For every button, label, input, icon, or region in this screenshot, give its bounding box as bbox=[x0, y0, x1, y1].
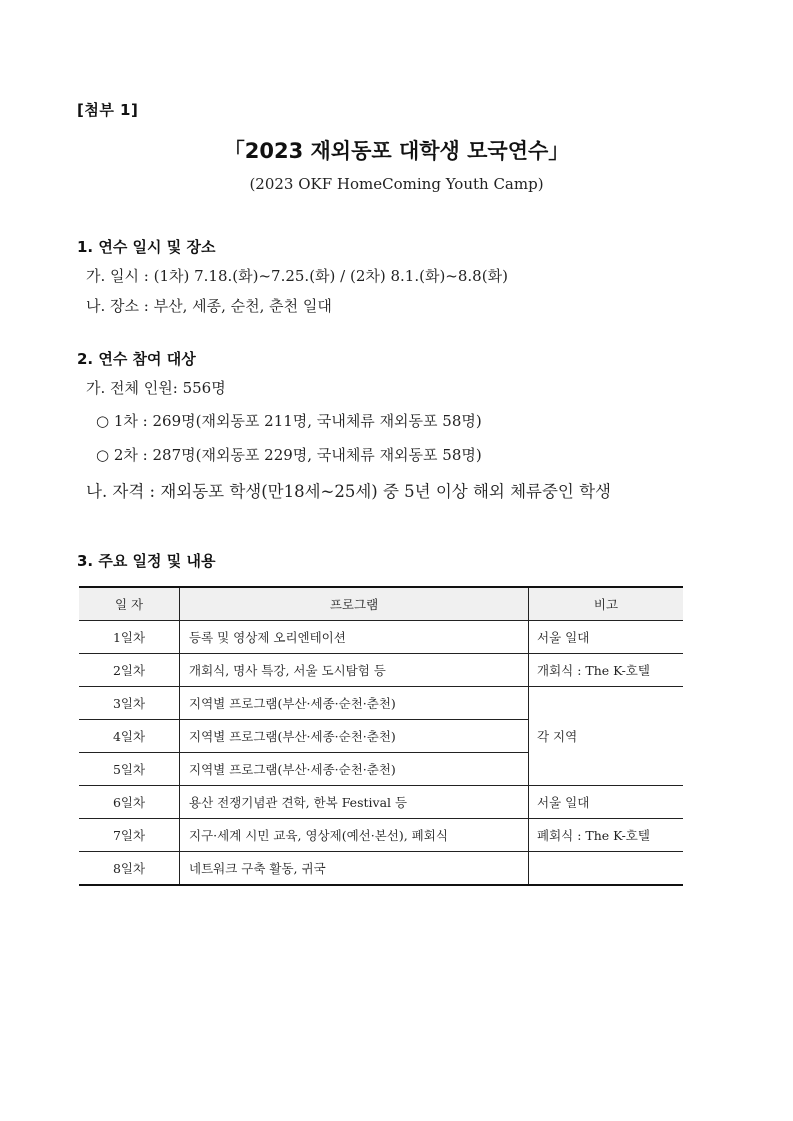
qualification-line: 나. 자격 : 재외동포 학생(만18세~25세) 중 5년 이상 해외 체류중인 학생 bbox=[86, 482, 611, 501]
header-note: 비고 bbox=[529, 587, 684, 621]
document-subtitle: (2023 OKF HomeComing Youth Camp) bbox=[249, 175, 544, 193]
program-cell: 네트워크 구축 활동, 귀국 bbox=[180, 852, 529, 886]
table-row bbox=[79, 687, 683, 720]
table-row bbox=[79, 786, 683, 819]
table-row bbox=[79, 852, 683, 886]
day-cell: 7일차 bbox=[79, 819, 180, 852]
day-cell: 8일차 bbox=[79, 852, 180, 886]
day-cell: 5일차 bbox=[79, 753, 180, 786]
total-participants-line: 가. 전체 인원: 556명 bbox=[86, 379, 226, 397]
schedule-table bbox=[79, 586, 683, 886]
header-program: 프로그램 bbox=[180, 587, 529, 621]
program-cell: 지역별 프로그램(부산·세종·순천·춘천) bbox=[180, 687, 529, 720]
day-cell: 2일차 bbox=[79, 654, 180, 687]
program-cell: 등록 및 영상제 오리엔테이션 bbox=[180, 621, 529, 654]
section-1-heading: 1. 연수 일시 및 장소 bbox=[77, 238, 216, 256]
program-cell: 용산 전쟁기념관 견학, 한복 Festival 등 bbox=[180, 786, 529, 819]
schedule-place-line: 나. 장소 : 부산, 세종, 순천, 춘천 일대 bbox=[86, 297, 332, 315]
note-cell bbox=[529, 852, 684, 886]
table-row bbox=[79, 819, 683, 852]
program-cell: 지구·세계 시민 교육, 영상제(예선·본선), 폐회식 bbox=[180, 819, 529, 852]
section-2-heading: 2. 연수 참여 대상 bbox=[77, 350, 196, 368]
day-cell: 4일차 bbox=[79, 720, 180, 753]
note-cell: 개회식 : The K-호텔 bbox=[529, 654, 684, 687]
schedule-date-line: 가. 일시 : (1차) 7.18.(화)~7.25.(화) / (2차) 8.1.(화)~8.8(화) bbox=[86, 267, 508, 285]
program-cell: 지역별 프로그램(부산·세종·순천·춘천) bbox=[180, 753, 529, 786]
note-cell: 서울 일대 bbox=[529, 621, 684, 654]
attachment-label: [첨부 1] bbox=[77, 101, 139, 119]
second-session-line: ○ 2차 : 287명(재외동포 229명, 국내체류 재외동포 58명) bbox=[96, 446, 482, 464]
note-cell: 폐회식 : The K-호텔 bbox=[529, 819, 684, 852]
table-row bbox=[79, 654, 683, 687]
day-cell: 3일차 bbox=[79, 687, 180, 720]
first-session-line: ○ 1차 : 269명(재외동포 211명, 국내체류 재외동포 58명) bbox=[96, 412, 482, 430]
document-title: 「2023 재외동포 대학생 모국연수」 bbox=[223, 139, 570, 163]
program-cell: 지역별 프로그램(부산·세종·순천·춘천) bbox=[180, 720, 529, 753]
note-cell: 서울 일대 bbox=[529, 786, 684, 819]
day-cell: 1일차 bbox=[79, 621, 180, 654]
table-row bbox=[79, 621, 683, 654]
section-3-heading: 3. 주요 일정 및 내용 bbox=[77, 552, 216, 570]
program-cell: 개회식, 명사 특강, 서울 도시탐험 등 bbox=[180, 654, 529, 687]
header-day: 일 자 bbox=[79, 587, 180, 621]
table-header-row bbox=[79, 587, 683, 621]
note-cell-merged: 각 지역 bbox=[529, 687, 684, 786]
day-cell: 6일차 bbox=[79, 786, 180, 819]
